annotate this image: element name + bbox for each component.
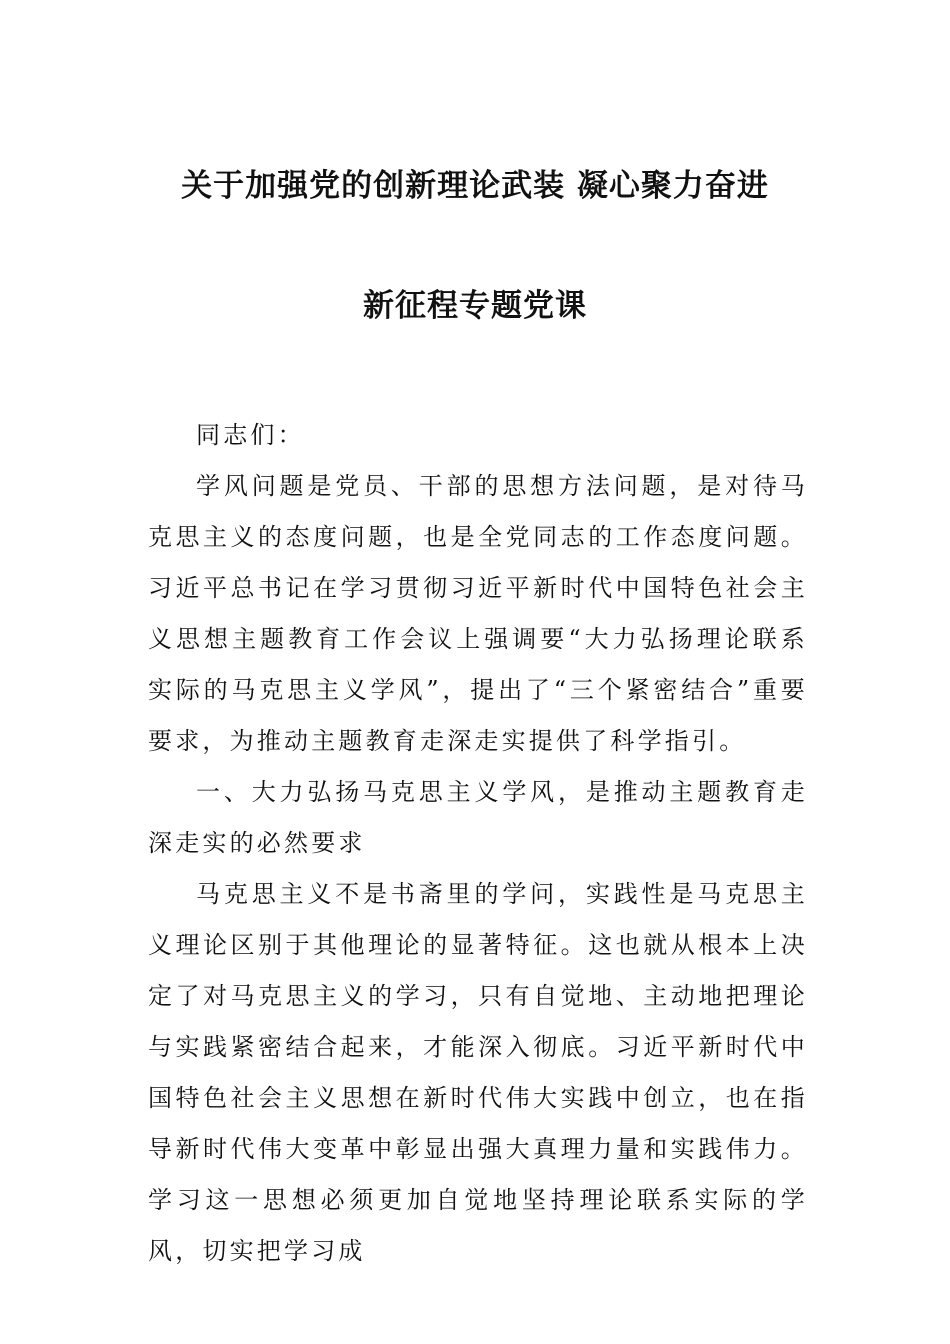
salutation: 同志们： bbox=[196, 421, 305, 449]
document-title-line-2: 新征程专题党课 bbox=[363, 288, 587, 324]
document-title-line-1: 关于加强党的创新理论武装 凝心聚力奋进 bbox=[181, 168, 769, 204]
section-heading-1: 一、大力弘扬马克思主义学风，是推动主题教育走深走实的必然要求 bbox=[148, 778, 808, 857]
body-paragraph-1: 学风问题是党员、干部的思想方法问题，是对待马克思主义的态度问题，也是全党同志的工作态度问题。习近平总书记在学习贯彻习近平新时代中国特色社会主义思想主题教育工作会议上强调要“大力弘扬理论联系实际的马克思主义学风”，提出了“三个紧密结合”重要要求，为推动主题教育走深走实提供了科学指引。 bbox=[148, 472, 808, 755]
document-body bbox=[148, 410, 808, 1277]
body-paragraph-2: 马克思主义不是书斋里的学问，实践性是马克思主义理论区别于其他理论的显著特征。这也就从根本上决定了对马克思主义的学习，只有自觉地、主动地把理论与实践紧密结合起来，才能深入彻底。习近平新时代中国特色社会主义思想在新时代伟大实践中创立，也在指导新时代伟大变革中彰显出强大真理力量和实践伟力。学习这一思想必须更加自觉地坚持理论联系实际的学风，切实把学习成 bbox=[148, 880, 808, 1265]
